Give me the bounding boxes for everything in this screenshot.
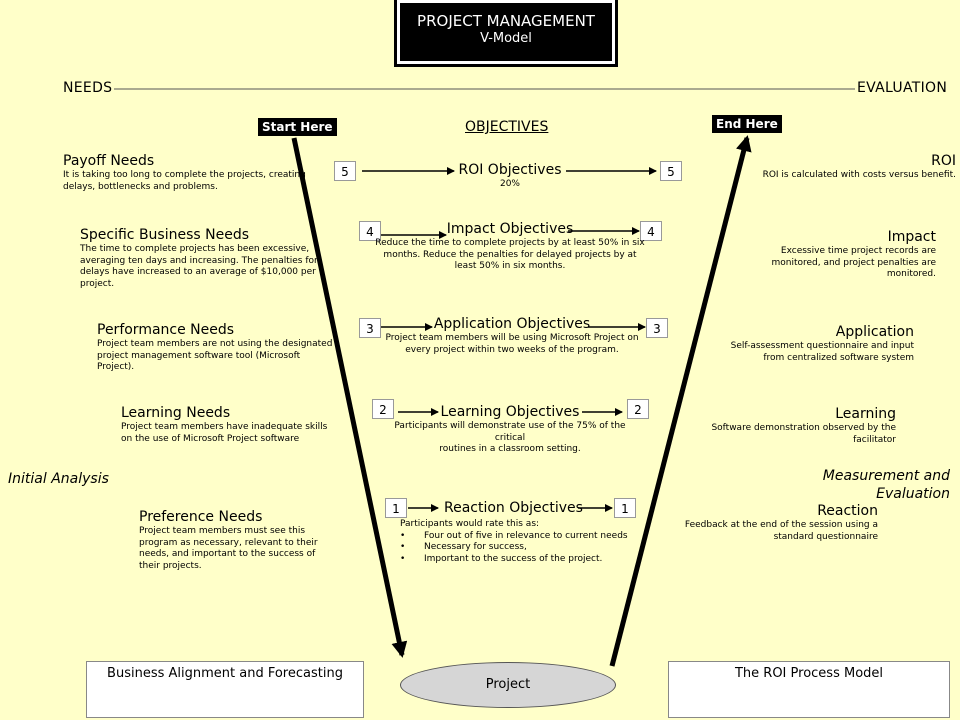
objective-line: every project within two weeks of the program.	[405, 344, 619, 355]
need-line: project.	[80, 278, 115, 289]
objective-bullet: • Four out of five in relevance to current needs	[400, 531, 636, 543]
level-3-left-number: 3	[359, 318, 381, 338]
eval-title: Application	[835, 324, 914, 340]
eval-title: Reaction	[817, 503, 878, 519]
objective-title: Application Objectives	[433, 316, 591, 332]
level-2-left-number: 2	[372, 399, 394, 419]
need-line: their projects.	[139, 560, 202, 571]
eval-line: standard questionnaire	[773, 531, 878, 542]
objective-line: Participants will demonstrate use of the 75% of the critical	[394, 421, 626, 443]
eval-line: facilitator	[853, 434, 896, 445]
need-line: Project).	[97, 362, 135, 373]
need-preference	[139, 509, 318, 572]
level-2-right-number: 2	[627, 399, 649, 419]
title-line1: PROJECT MANAGEMENT	[417, 12, 595, 30]
need-title: Preference Needs	[139, 509, 263, 525]
eval-line: from centralized software system	[763, 352, 914, 363]
need-line: Project team members have inadequate skills	[121, 422, 328, 432]
need-line: on the use of Microsoft Project software	[121, 433, 300, 444]
objective-roi	[440, 162, 580, 191]
eval-title: Impact	[887, 229, 936, 245]
start-here-label: Start Here	[258, 118, 337, 136]
objective-line: least 50% in six months.	[454, 261, 566, 272]
end-here-label: End Here	[712, 115, 782, 133]
level-1-left-number: 1	[385, 498, 407, 518]
objective-line: months. Reduce the penalties for delayed projects by at	[383, 249, 637, 260]
eval-line: monitored.	[886, 269, 936, 280]
eval-title: ROI	[931, 153, 956, 169]
need-title: Specific Business Needs	[80, 227, 250, 243]
level-4-left-number: 4	[359, 221, 381, 241]
need-line: project management software tool (Microsoft	[97, 350, 301, 361]
measurement-line1: Measurement and	[822, 468, 950, 484]
level-4-right-number: 4	[640, 221, 662, 241]
measurement-evaluation-label	[823, 467, 950, 503]
objective-line: 20%	[499, 179, 520, 189]
need-title: Performance Needs	[97, 322, 235, 338]
eval-impact	[771, 229, 936, 281]
objective-impact	[372, 221, 648, 273]
need-line: Project team members are not using the designated	[97, 339, 333, 349]
need-business	[80, 227, 318, 290]
eval-line: Excessive time project records are	[780, 246, 936, 256]
objective-line: Project team members will be using Microsoft Project on	[385, 333, 639, 343]
need-line: delays have increased to an average of $10,000 per	[80, 267, 316, 278]
eval-application	[731, 324, 914, 364]
level-3-right-number: 3	[646, 318, 668, 338]
need-line: delays, bottlenecks and problems.	[63, 181, 218, 192]
need-line: Project team members must see this	[139, 526, 306, 536]
objective-title: Impact Objectives	[446, 221, 574, 237]
need-line: program as necessary, relevant to their	[139, 537, 318, 548]
need-title: Payoff Needs	[63, 153, 155, 169]
need-line: It is taking too long to complete the projects, creating	[63, 170, 306, 180]
objective-title: ROI Objectives	[458, 162, 562, 178]
eval-learning	[711, 406, 896, 446]
eval-title: Learning	[835, 406, 896, 422]
evaluation-label: EVALUATION	[857, 80, 948, 96]
level-5-right-number: 5	[660, 161, 682, 181]
level-1-right-number: 1	[614, 498, 636, 518]
objectives-heading: OBJECTIVES	[465, 119, 549, 135]
project-ellipse: Project	[400, 662, 616, 708]
need-line: needs, and important to the success of	[139, 549, 316, 560]
eval-reaction	[685, 503, 878, 543]
objective-line: routines in a classroom setting.	[439, 444, 581, 455]
business-alignment-box: Business Alignment and Forecasting	[86, 661, 364, 718]
objective-learning	[378, 404, 642, 456]
objective-bullets	[400, 531, 636, 566]
eval-line: Software demonstration observed by the	[711, 423, 896, 433]
need-learning	[121, 405, 327, 445]
level-5-left-number: 5	[334, 161, 356, 181]
title-box	[397, 0, 615, 64]
objective-intro: Participants would rate this as:	[400, 519, 540, 529]
need-line: The time to complete projects has been excessive,	[80, 244, 310, 254]
need-title: Learning Needs	[121, 405, 231, 421]
eval-line: Self-assessment questionnaire and input	[730, 341, 914, 351]
objective-title: Learning Objectives	[440, 404, 580, 420]
objective-bullet: • Important to the success of the project.	[400, 554, 636, 566]
needs-label: NEEDS	[63, 80, 113, 96]
objective-application	[380, 316, 644, 356]
need-payoff	[63, 153, 306, 193]
initial-analysis-label: Initial Analysis	[8, 471, 109, 487]
roi-process-model-box: The ROI Process Model	[668, 661, 950, 718]
objective-reaction	[400, 519, 636, 565]
title-line2: V-Model	[480, 31, 532, 46]
need-line: averaging ten days and increasing. The penalties for	[80, 255, 318, 266]
objective-bullet: • Necessary for success,	[400, 542, 636, 554]
need-performance	[97, 322, 332, 374]
objective-reaction-title: Reaction Objectives	[444, 500, 583, 516]
measurement-line2: Evaluation	[876, 486, 950, 502]
eval-line: Feedback at the end of the session using a	[684, 520, 878, 530]
objective-line: Reduce the time to complete projects by at least 50% in six	[375, 238, 645, 248]
eval-roi	[763, 153, 956, 182]
descent-arrow	[294, 138, 402, 655]
eval-line: monitored, and project penalties are	[771, 257, 936, 268]
eval-line: ROI is calculated with costs versus benefit.	[762, 170, 956, 180]
